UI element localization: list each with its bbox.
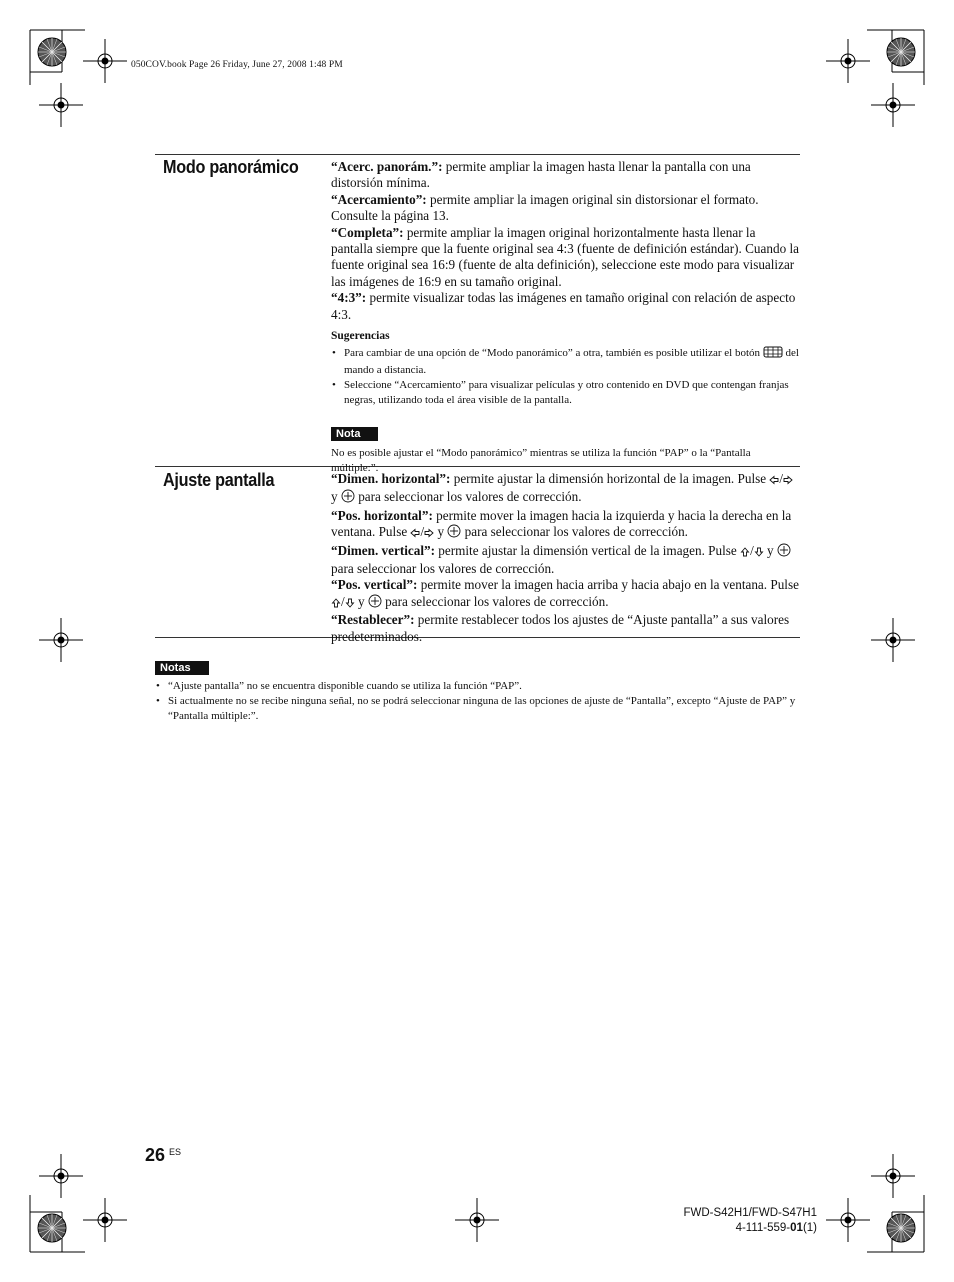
notes-list — [155, 679, 805, 724]
slash-separator: / — [779, 471, 784, 486]
entry-text: permite ajustar la dimensión vertical de la imagen. Pulse — [435, 542, 741, 558]
entry-dimen-vertical — [331, 543, 799, 578]
entry-acercamiento — [331, 192, 799, 225]
note-item-text: Si actualmente no se recibe ninguna señal, no se podrá seleccionar ninguna de las opciones de ajuste de “Pantalla”, excepto “Ajuste de PAP” y “Pantalla múltiple:”. — [168, 695, 796, 722]
entry-term: “Pos. vertical”: — [331, 577, 418, 593]
entry-text: permite ampliar la imagen original horizontalmente hasta llenar la pantalla siempre que la fuente original sea 4:3 (fuente de definición estándar). Cuando la fuente original sea 16:9 (fuente de alta definición), seleccione este modo para visualizar las imágenes de 16:9 en su tamaño original. — [331, 224, 799, 289]
enter-circle-icon — [368, 594, 382, 612]
left-arrow-icon — [769, 473, 779, 489]
entry-completa — [331, 225, 799, 291]
entry-text: permite mover la imagen hacia la izquierda y hacia la derecha en la ventana. Pulse — [331, 507, 792, 540]
tip-text: Para cambiar de una opción de “Modo panorámico” a otra, también es posible utilizar el botón — [344, 347, 761, 360]
entry-text: permite ajustar la dimensión horizontal de la imagen. Pulse — [450, 471, 770, 486]
entry-text: para seleccionar los valores de corrección. — [461, 524, 688, 540]
notes-block — [155, 661, 805, 724]
entry-text: permite visualizar todas las imágenes en tamaño original con relación de aspecto 4:3. — [331, 290, 796, 322]
entry-pos-vertical — [331, 577, 799, 612]
right-arrow-icon — [424, 526, 434, 542]
note-item: • Si actualmente no se recibe ninguna señal, no se podrá seleccionar ninguna de las opciones de ajuste de “Pantalla”, excepto “Ajuste de PAP” y “Pantalla múltiple:”. — [156, 695, 796, 722]
note-text: No es posible ajustar el “Modo panorámico” mientras se utiliza la función “PAP” o la “Pantalla múltiple:”. — [331, 447, 751, 475]
notes-badge: Notas — [155, 661, 209, 675]
entry-text: para seleccionar los valores de corrección. — [381, 593, 609, 609]
entry-text: para seleccionar los valores de corrección. — [354, 489, 582, 505]
part-code-suffix: (1) — [802, 1222, 817, 1234]
table-top-rule — [155, 154, 800, 155]
note-badge: Nota — [331, 427, 378, 441]
entry-term: “Restablecer”: — [331, 612, 415, 628]
tip-text-end: del mando a distancia. — [344, 347, 799, 377]
tips-list — [331, 346, 799, 408]
up-arrow-icon — [740, 545, 750, 561]
entry-text: para seleccionar los valores de corrección. — [331, 561, 555, 577]
model-info — [683, 1206, 817, 1236]
part-code-bold: 01 — [790, 1222, 803, 1234]
part-code-prefix: 4-111-559- — [735, 1222, 791, 1234]
screen-adjust-description — [331, 471, 799, 645]
enter-circle-icon — [777, 543, 791, 561]
slash-separator: / — [420, 524, 425, 540]
wide-mode-button-icon — [763, 346, 783, 363]
entry-dimen-horizontal — [331, 471, 799, 508]
entry-pos-horizontal — [331, 508, 799, 543]
tips-heading: Sugerencias — [331, 330, 390, 343]
down-arrow-icon — [345, 596, 355, 612]
entry-text: permite restablecer todos los ajustes de “Ajuste pantalla” a sus valores predeterminados. — [331, 612, 790, 644]
up-arrow-icon — [331, 596, 341, 612]
entry-term: “Acerc. panorám.”: — [331, 159, 443, 174]
note-item: • “Ajuste pantalla” no se encuentra disponible cuando se utiliza la función “PAP”. — [156, 680, 522, 692]
left-arrow-icon — [410, 526, 420, 542]
slash-separator: / — [341, 593, 345, 609]
slash-separator: / — [750, 542, 754, 558]
entry-text: permite ampliar la imagen hasta llenar la pantalla con una distorsión mínima. — [331, 159, 751, 191]
enter-circle-icon — [341, 489, 355, 507]
entry-term: “Acercamiento”: — [331, 191, 427, 207]
book-info-line: 050COV.book Page 26 Friday, June 27, 2008 1:48 PM — [131, 60, 343, 70]
part-code — [683, 1221, 817, 1236]
entry-acerc-panoram — [331, 159, 799, 192]
entry-text: permite mover la imagen hacia arriba y hacia abajo en la ventana. Pulse — [417, 577, 799, 593]
entry-text: permite ampliar la imagen original sin distorsionar el formato. Consulte la página 13. — [331, 191, 759, 224]
down-arrow-icon — [754, 545, 764, 561]
tip-text: Seleccione “Acercamiento” para visualizar películas y otro contenido en DVD que contengan franjas negras, utilizando toda el área visible de la pantalla. — [344, 379, 789, 407]
enter-circle-icon — [447, 524, 461, 542]
tip-item: • Seleccione “Acercamiento” para visualizar películas y otro contenido en DVD que contengan franjas negras, utilizando toda el área visible de la pantalla. — [332, 379, 789, 407]
entry-term: “4:3”: — [331, 290, 367, 306]
tip-item: • Para cambiar de una opción de “Modo panorámico” a otra, también es posible utilizar el botón del mando a distancia. — [332, 347, 799, 377]
entry-restablecer — [331, 612, 799, 645]
entry-text: y — [331, 489, 341, 505]
page-language: ES — [169, 1147, 182, 1157]
entry-term: “Dimen. vertical”: — [331, 542, 435, 558]
right-arrow-icon — [783, 473, 793, 489]
section-title-screen-adjust: Ajuste pantalla — [163, 470, 275, 490]
entry-text: y — [434, 524, 448, 540]
entry-text: y — [354, 593, 368, 609]
entry-term: “Pos. horizontal”: — [331, 507, 433, 523]
entry-term: “Completa”: — [331, 224, 404, 240]
page-number: 26 — [145, 1145, 166, 1165]
entry-text: y — [763, 542, 777, 558]
section-title-wide-mode: Modo panorámico — [163, 157, 299, 177]
entry-4-3 — [331, 290, 799, 323]
note-item-text: “Ajuste pantalla” no se encuentra disponible cuando se utiliza la función “PAP”. — [168, 680, 522, 692]
entry-term: “Dimen. horizontal”: — [331, 471, 451, 486]
model-name: FWD-S42H1/FWD-S47H1 — [683, 1207, 817, 1219]
wide-mode-description — [331, 159, 799, 476]
